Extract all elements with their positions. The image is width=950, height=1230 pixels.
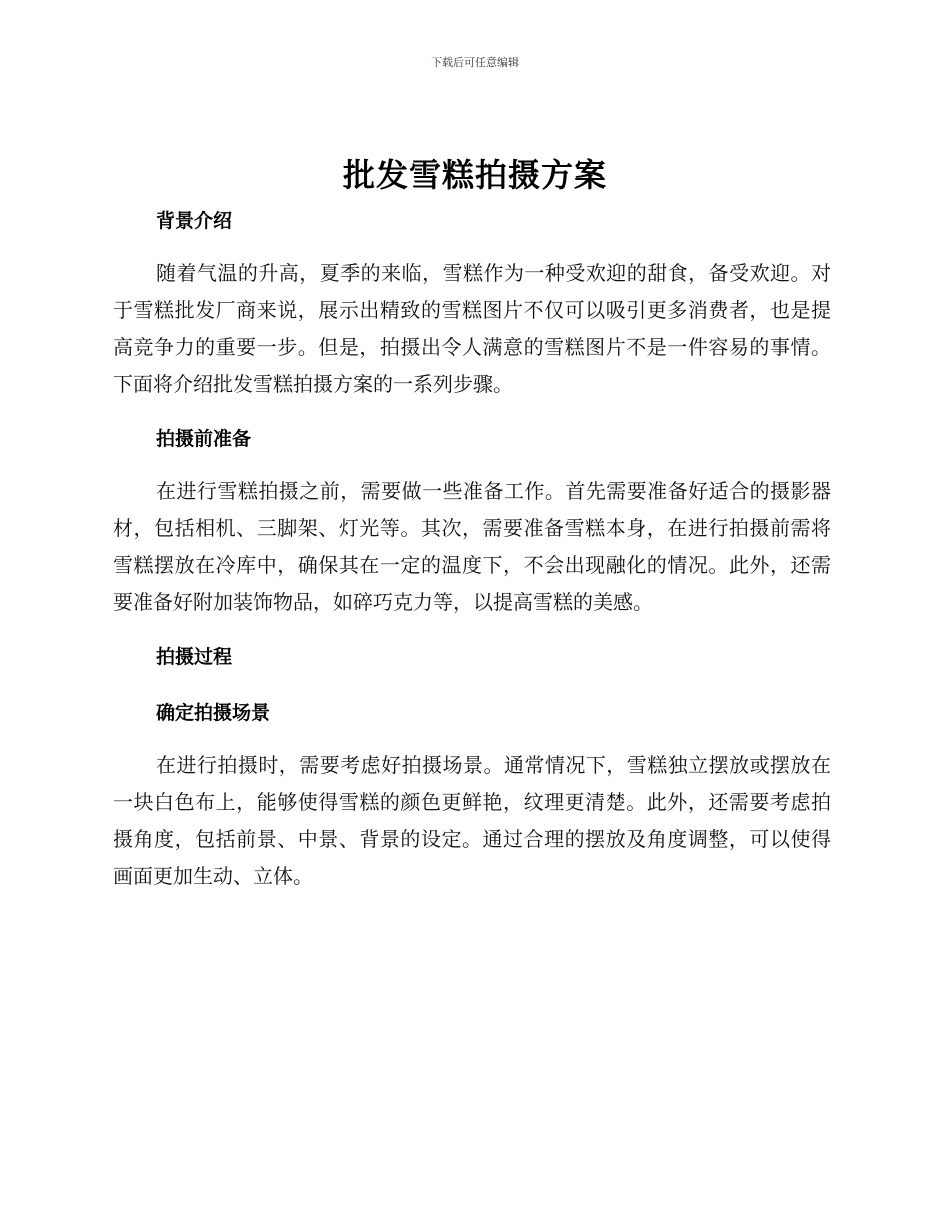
- paragraph-background: 随着气温的升高，夏季的来临，雪糕作为一种受欢迎的甜食，备受欢迎。对于雪糕批发厂商来说，展示出精致的雪糕图片不仅可以吸引更多消费者，也是提高竞争力的重要一步。但是，拍摄出令人满意的雪糕图片不是一件容易的事情。下面将介绍批发雪糕拍摄方案的一系列步骤。: [113, 261, 831, 396]
- document-body: [113, 203, 831, 895]
- section-heading-preparation: 拍摄前准备: [156, 428, 252, 450]
- document-title: 批发雪糕拍摄方案: [342, 156, 607, 194]
- paragraph-scene: 在进行拍摄时，需要考虑好拍摄场景。通常情况下，雪糕独立摆放或摆放在一块白色布上，能够使得雪糕的颜色更鲜艳，纹理更清楚。此外，还需要考虑拍摄角度，包括前景、中景、背景的设定。通过合理的摆放及角度调整，可以使得画面更加生动、立体。: [113, 753, 831, 888]
- paragraph-preparation: 在进行雪糕拍摄之前，需要做一些准备工作。首先需要准备好适合的摄影器材，包括相机、三脚架、灯光等。其次，需要准备雪糕本身，在进行拍摄前需将雪糕摆放在冷库中，确保其在一定的温度下，不会出现融化的情况。此外，还需要准备好附加装饰物品，如碎巧克力等，以提高雪糕的美感。: [113, 479, 831, 614]
- section-heading-process: 拍摄过程: [156, 646, 233, 668]
- section-heading-background: 背景介绍: [156, 210, 233, 232]
- page-header-note: 下载后可任意编辑: [431, 56, 519, 69]
- section-heading-scene: 确定拍摄场景: [156, 702, 271, 724]
